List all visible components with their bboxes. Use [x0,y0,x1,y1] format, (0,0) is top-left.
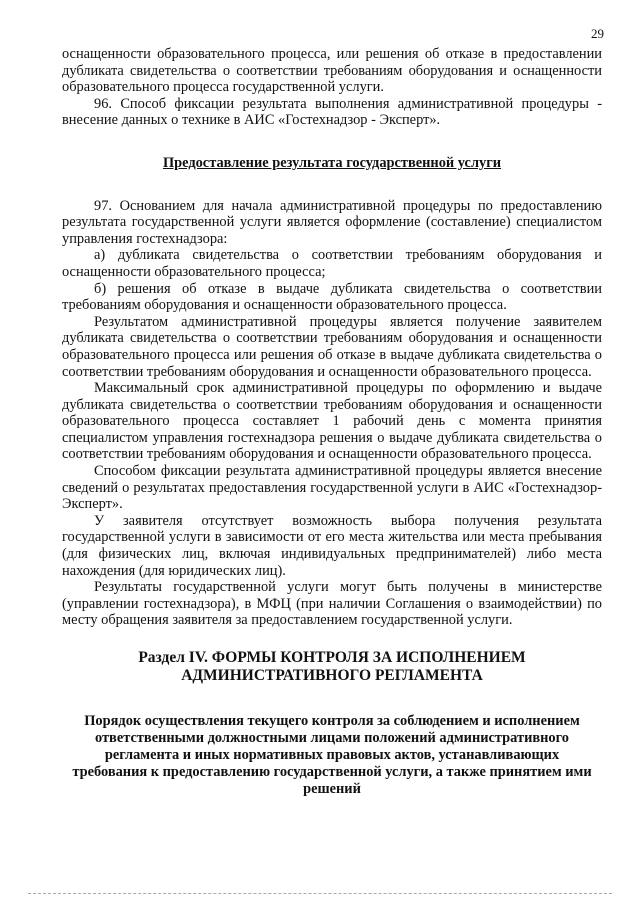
paragraph-97-b: б) решения об отказе в выдаче дубликата свидетельства о соответствии требованиям оборудования и оснащенности образовательного процесса. [62,280,602,314]
subsection-title: Порядок осуществления текущего контроля за соблюдением и исполнением ответственными должностными лицами положений административного регламента и иных нормативных правовых актов, устанавливающих требования к предоставлению государственной услуги, а также принятием ими решений [72,713,592,797]
heading-result-delivery: Предоставление результата государственной услуги [162,154,502,171]
paragraph-fixation: Способом фиксации результата административной процедуры является внесение сведений о результатах предоставления государственной услуги в АИС «Гостехнадзор-Эксперт». [62,463,602,513]
page-number: 29 [591,26,604,41]
paragraph-term: Максимальный срок административной процедуры по оформлению и выдаче дубликата свидетельства о соответствии требованиям оборудования и оснащенности образовательного процесса составляет 1 рабочий день с момента принятия специалистом управления гостехнадзора решения о выдаче дубликата свидетельства о соответствии требованиям оборудования и оснащенности образовательного процесса. [62,380,602,463]
section-title-line-2: АДМИНИСТРАТИВНОГО РЕГЛАМЕНТА [181,667,483,684]
paragraph-choice: У заявителя отсутствует возможность выбора получения результата государственной услуги в зависимости от его места жительства или места пребывания (для физических лиц, включая индивидуальных предпринимателей) либо места нахождения (для юридических лиц). [62,512,602,579]
paragraph-continuation: оснащенности образовательного процесса, или решения об отказе в предоставлении дубликата свидетельства о соответствии требованиям оборудования и оснащенности образовательного процесса государственной услуги. [62,46,602,96]
paragraph-97-a: а) дубликата свидетельства о соответствии требованиям оборудования и оснащенности образовательного процесса; [62,247,602,280]
paragraph-result: Результатом административной процедуры является получение заявителем дубликата свидетельства о соответствии требованиям оборудования и оснащенности образовательного процесса или решения об отказе в выдаче дубликата свидетельства о соответствии требованиям оборудования и оснащенности образовательного процесса. [62,313,602,380]
section-title-line-1: Раздел IV. ФОРМЫ КОНТРОЛЯ ЗА ИСПОЛНЕНИЕМ [138,649,526,666]
paragraph-96: 96. Способ фиксации результата выполнения административной процедуры - внесение данных о технике в АИС «Гостехнадзор - Эксперт». [62,95,602,129]
paragraph-receive: Результаты государственной услуги могут быть получены в министерстве (управлении гостехнадзора), в МФЦ (при наличии Соглашения о взаимодействии) по месту обращения заявителя за предоставлением государственной услуги. [62,579,602,629]
paragraph-97: 97. Основанием для начала административной процедуры по предоставлению результата государственной услуги является оформление (составление) специалистом управления гостехнадзора: [62,197,602,247]
footer-divider [28,893,612,894]
document-body [62,46,602,798]
section-iv-title [62,649,602,685]
